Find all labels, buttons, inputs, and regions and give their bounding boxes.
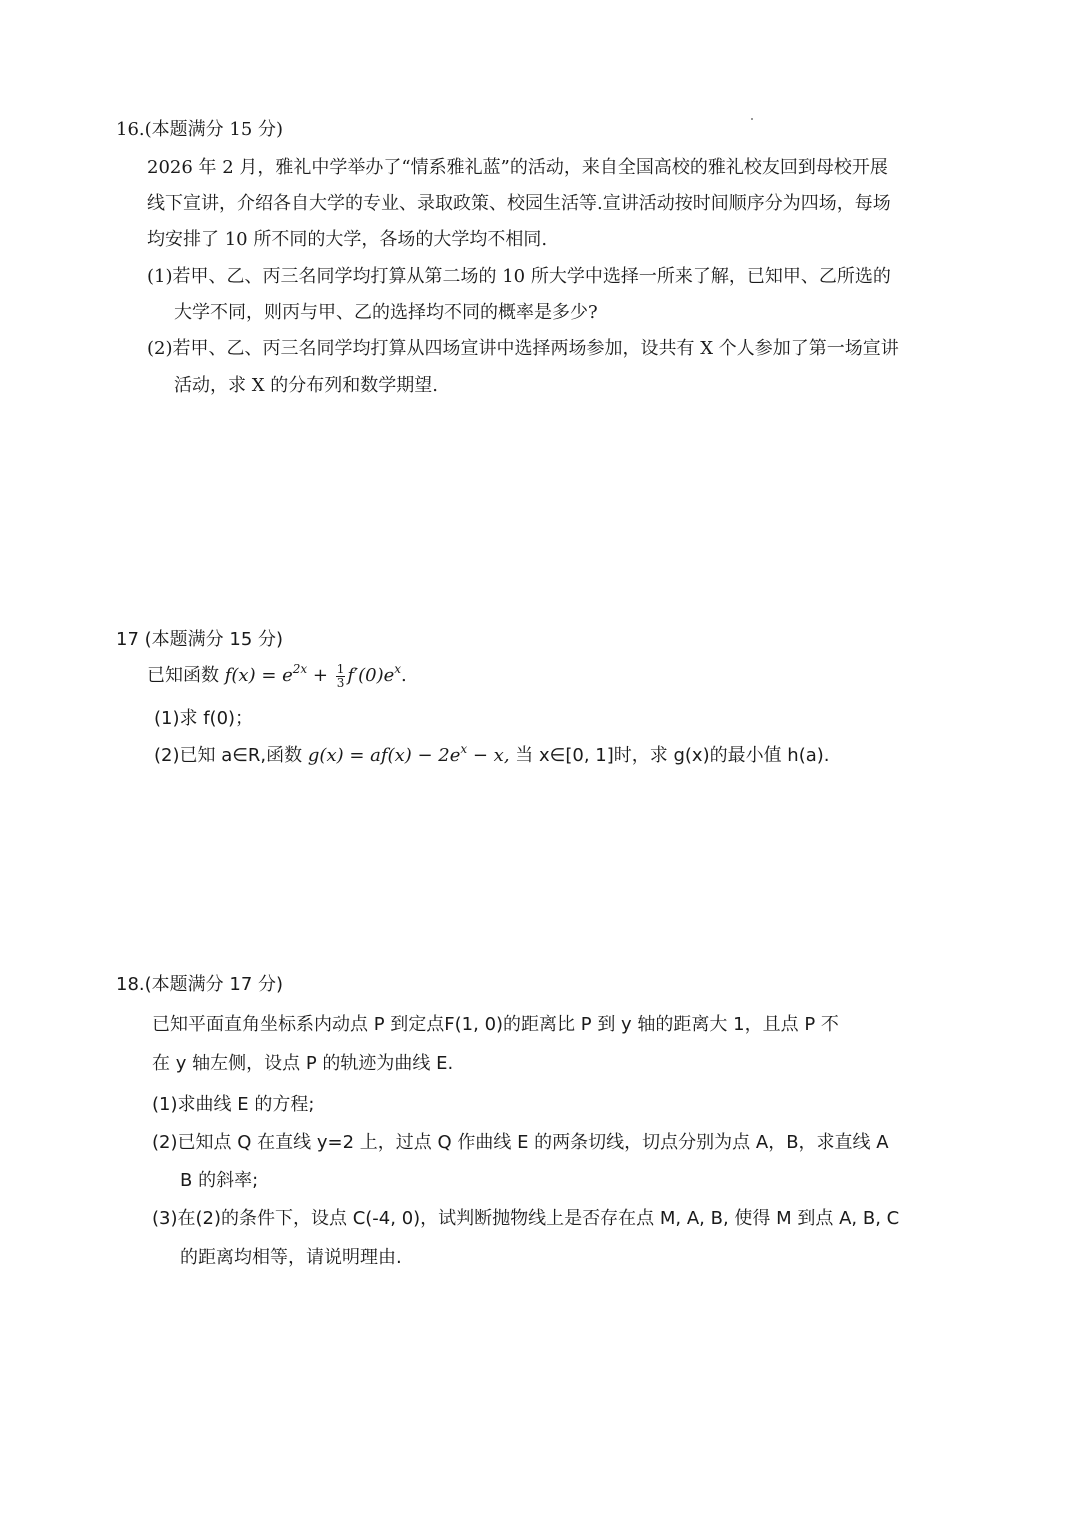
q17-title: 17 (本题满分 15 分) bbox=[116, 629, 284, 650]
q17-formula-exp2: x bbox=[394, 662, 402, 676]
q17-part2 bbox=[154, 744, 830, 768]
q17-part2-formula-main: g(x) = af(x) − 2e bbox=[307, 745, 461, 766]
q18-title: 18.(本题满分 17 分) bbox=[116, 974, 284, 995]
q18-part2-line-2: B 的斜率; bbox=[180, 1170, 259, 1191]
q17-part2-formula bbox=[307, 742, 510, 766]
q16-part2-line-2: 活动，求 X 的分布列和数学期望. bbox=[174, 375, 438, 396]
q18-part2-line-1: (2)已知点 Q 在直线 y=2 上，过点 Q 作曲线 E 的两条切线，切点分别为点 A，B，求直线 A bbox=[152, 1132, 889, 1153]
q16-line-1: 2026 年 2 月，雅礼中学举办了“情系雅礼蓝”的活动，来自全国高校的雅礼校友回到母校开展 bbox=[147, 157, 888, 178]
q18-part1: (1)求曲线 E 的方程; bbox=[152, 1094, 315, 1115]
q16-part1-line-1: (1)若甲、乙、丙三名同学均打算从第二场的 10 所大学中选择一所来了解，已知甲、乙所选的 bbox=[147, 266, 891, 287]
q18-line-2: 在 y 轴左侧，设点 P 的轨迹为曲线 E. bbox=[152, 1053, 454, 1074]
q18-part3-line-2: 的距离均相等，请说明理由. bbox=[180, 1247, 402, 1268]
q18-part3-line-1: (3)在(2)的条件下，设点 C(-4, 0)，试判断抛物线上是否存在点 M, A, B, 使得 M 到点 A, B, C bbox=[152, 1208, 900, 1229]
q17-formula-plus: + bbox=[307, 665, 334, 686]
scan-speck bbox=[751, 118, 753, 120]
q17-part2-prefix: (2)已知 a∈R,函数 bbox=[154, 745, 303, 766]
q17-intro-prefix: 已知函数 bbox=[147, 665, 219, 686]
q18-line-1: 已知平面直角坐标系内动点 P 到定点F(1, 0)的距离比 P 到 y 轴的距离大 1，且点 P 不 bbox=[152, 1014, 839, 1035]
q17-intro bbox=[147, 661, 407, 691]
q17-part2-exp: x bbox=[460, 742, 468, 756]
q17-part1: (1)求 f(0)； bbox=[154, 708, 254, 729]
q17-formula-mid: f′(0)e bbox=[347, 665, 395, 686]
q16-title: 16.(本题满分 15 分) bbox=[116, 119, 284, 140]
q16-part2-line-1: (2)若甲、乙、丙三名同学均打算从四场宣讲中选择两场参加，设共有 X 个人参加了第一场宣讲 bbox=[147, 338, 899, 359]
q17-frac-num: 1 bbox=[336, 661, 345, 676]
q17-formula-fx: f(x) = e bbox=[224, 665, 293, 686]
q17-frac-den: 3 bbox=[336, 675, 345, 690]
q16-part1-line-2: 大学不同，则丙与甲、乙的选择均不同的概率是多少? bbox=[174, 302, 598, 323]
q17-formula-exp1: 2x bbox=[292, 662, 308, 676]
q17-part2-suffix: 当 x∈[0, 1]时，求 g(x)的最小值 h(a). bbox=[515, 745, 830, 766]
q17-part2-formula-end: − x, bbox=[467, 745, 510, 766]
q17-fraction bbox=[336, 663, 346, 690]
q16-line-3: 均安排了 10 所不同的大学，各场的大学均不相同. bbox=[147, 229, 548, 250]
q17-formula bbox=[224, 661, 407, 690]
q16-line-2: 线下宣讲，介绍各自大学的专业、录取政策、校园生活等.宣讲活动按时间顺序分为四场，每场 bbox=[147, 193, 891, 214]
q17-formula-end: . bbox=[401, 665, 407, 686]
